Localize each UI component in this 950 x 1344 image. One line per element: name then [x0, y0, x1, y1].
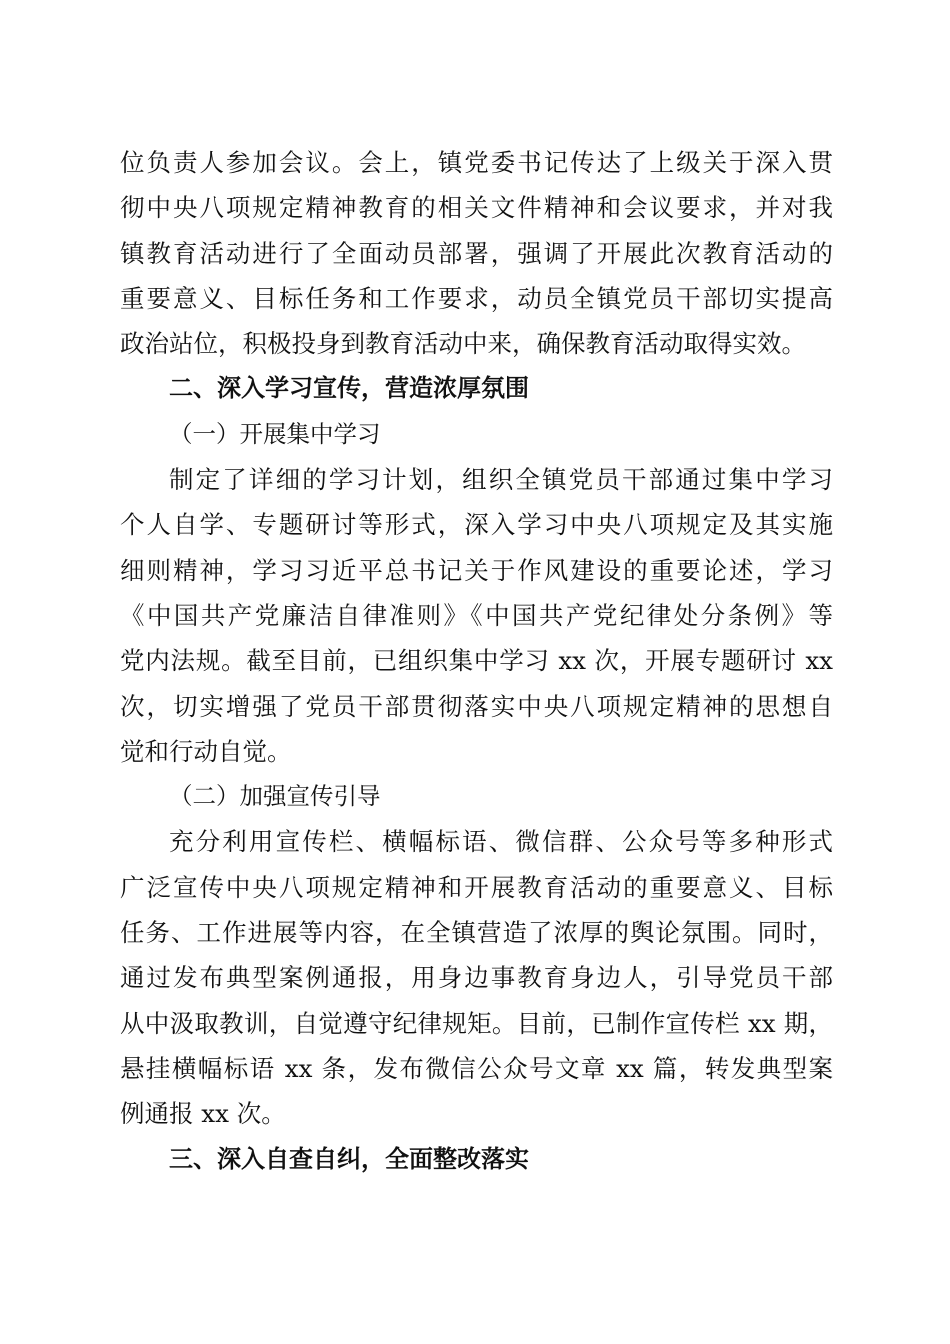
paragraph-line: 党内法规。截至目前，已组织集中学习 xx 次，开展专题研讨 xx [120, 646, 833, 676]
section2-sub1-title: （一）开展集中学习 [169, 419, 381, 448]
paragraph-line: 政治站位，积极投身到教育活动中来，确保教育活动取得实效。 [120, 329, 806, 359]
paragraph-line: 位负责人参加会议。会上，镇党委书记传达了上级关于深入贯 [120, 148, 833, 177]
document-page [120, 140, 833, 1182]
paragraph-line: 《中国共产党廉洁自律准则》《中国共产党纪律处分条例》等 [120, 600, 833, 630]
paragraph-line: 广泛宣传中央八项规定精神和开展教育活动的重要意义、目标 [120, 872, 833, 902]
paragraph-line: 觉和行动自觉。 [120, 736, 292, 766]
section2-sub2-paragraph [120, 819, 833, 1136]
paragraph-line: 个人自学、专题研讨等形式，深入学习中央八项规定及其实施 [120, 510, 833, 540]
section2-sub2-title: （二）加强宣传引导 [169, 782, 381, 811]
paragraph-line: 制定了详细的学习计划，组织全镇党员干部通过集中学习 [169, 465, 833, 495]
paragraph-line: 充分利用宣传栏、横幅标语、微信群、公众号等多种形式 [169, 827, 833, 857]
section2-heading: 二、深入学习宣传，营造浓厚氛围 [169, 374, 529, 403]
paragraph-line: 例通报 xx 次。 [120, 1099, 286, 1129]
section3-heading: 三、深入自查自纠，全面整改落实 [169, 1144, 529, 1173]
paragraph-line: 悬挂横幅标语 xx 条，发布微信公众号文章 xx 篇，转发典型案 [120, 1053, 833, 1083]
paragraph-line: 通过发布典型案例通报，用身边事教育身边人，引导党员干部 [120, 963, 833, 993]
section2-sub1-paragraph [120, 457, 833, 774]
paragraph-line: 镇教育活动进行了全面动员部署，强调了开展此次教育活动的 [120, 238, 833, 268]
paragraph-line: 彻中央八项规定精神教育的相关文件精神和会议要求，并对我 [120, 193, 833, 223]
paragraph-line: 细则精神，学习习近平总书记关于作风建设的重要论述，学习 [120, 555, 833, 585]
paragraph-line: 任务、工作进展等内容，在全镇营造了浓厚的舆论氛围。同时， [120, 918, 833, 948]
paragraph-line: 从中汲取教训，自觉遵守纪律规矩。目前，已制作宣传栏 xx 期， [120, 1008, 833, 1038]
section1-paragraph-tail [120, 140, 833, 366]
paragraph-line: 重要意义、目标任务和工作要求，动员全镇党员干部切实提高 [120, 283, 833, 313]
paragraph-line: 次，切实增强了党员干部贯彻落实中央八项规定精神的思想自 [120, 691, 833, 721]
